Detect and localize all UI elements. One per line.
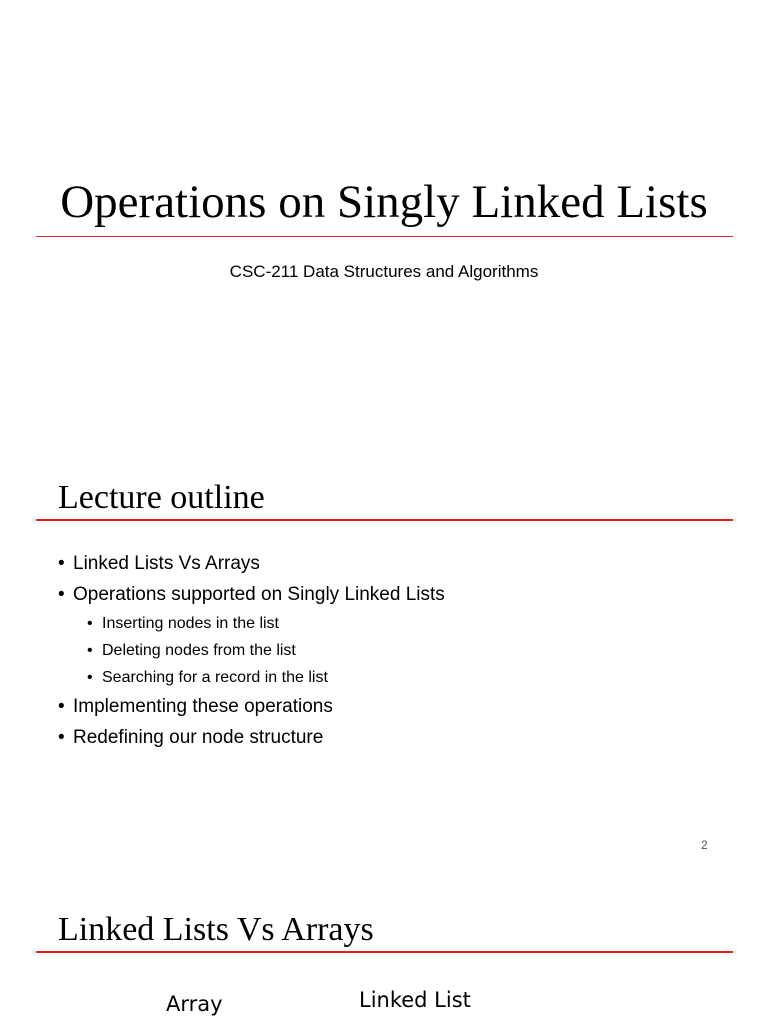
comparison-divider xyxy=(36,951,733,953)
outline-divider xyxy=(36,519,733,521)
bullet-dot: • xyxy=(58,696,65,717)
bullet-dot: • xyxy=(87,669,93,686)
list-item-text: Inserting nodes in the list xyxy=(102,615,279,632)
comparison-heading: Linked Lists Vs Arrays xyxy=(58,911,374,948)
title-divider xyxy=(36,236,733,237)
sub-list-item xyxy=(87,664,445,691)
list-item xyxy=(58,579,445,610)
list-item-text: Deleting nodes from the list xyxy=(102,642,296,659)
bullet-dot: • xyxy=(58,727,65,748)
slide-title: Operations on Singly Linked Lists xyxy=(60,176,708,228)
bullet-dot: • xyxy=(87,615,93,632)
list-item-text: Linked Lists Vs Arrays xyxy=(73,553,260,574)
page-number: 2 xyxy=(701,838,708,852)
list-item-text: Redefining our node structure xyxy=(73,727,324,748)
list-item xyxy=(58,722,445,753)
list-item xyxy=(58,691,445,722)
list-item-text: Operations supported on Singly Linked Lists xyxy=(73,584,445,605)
sub-list-item xyxy=(87,610,445,637)
bullet-dot: • xyxy=(58,553,65,574)
sub-list-item xyxy=(87,637,445,664)
list-item-text: Implementing these operations xyxy=(73,696,333,717)
outline-heading: Lecture outline xyxy=(58,479,265,516)
array-column-label: Array xyxy=(166,992,223,1016)
bullet-dot: • xyxy=(87,642,93,659)
outline-list xyxy=(58,548,445,753)
bullet-dot: • xyxy=(58,584,65,605)
slide-subtitle: CSC-211 Data Structures and Algorithms xyxy=(229,262,539,281)
list-item xyxy=(58,548,445,579)
list-item-text: Searching for a record in the list xyxy=(102,669,328,686)
linked-list-column-label: Linked List xyxy=(359,988,471,1012)
